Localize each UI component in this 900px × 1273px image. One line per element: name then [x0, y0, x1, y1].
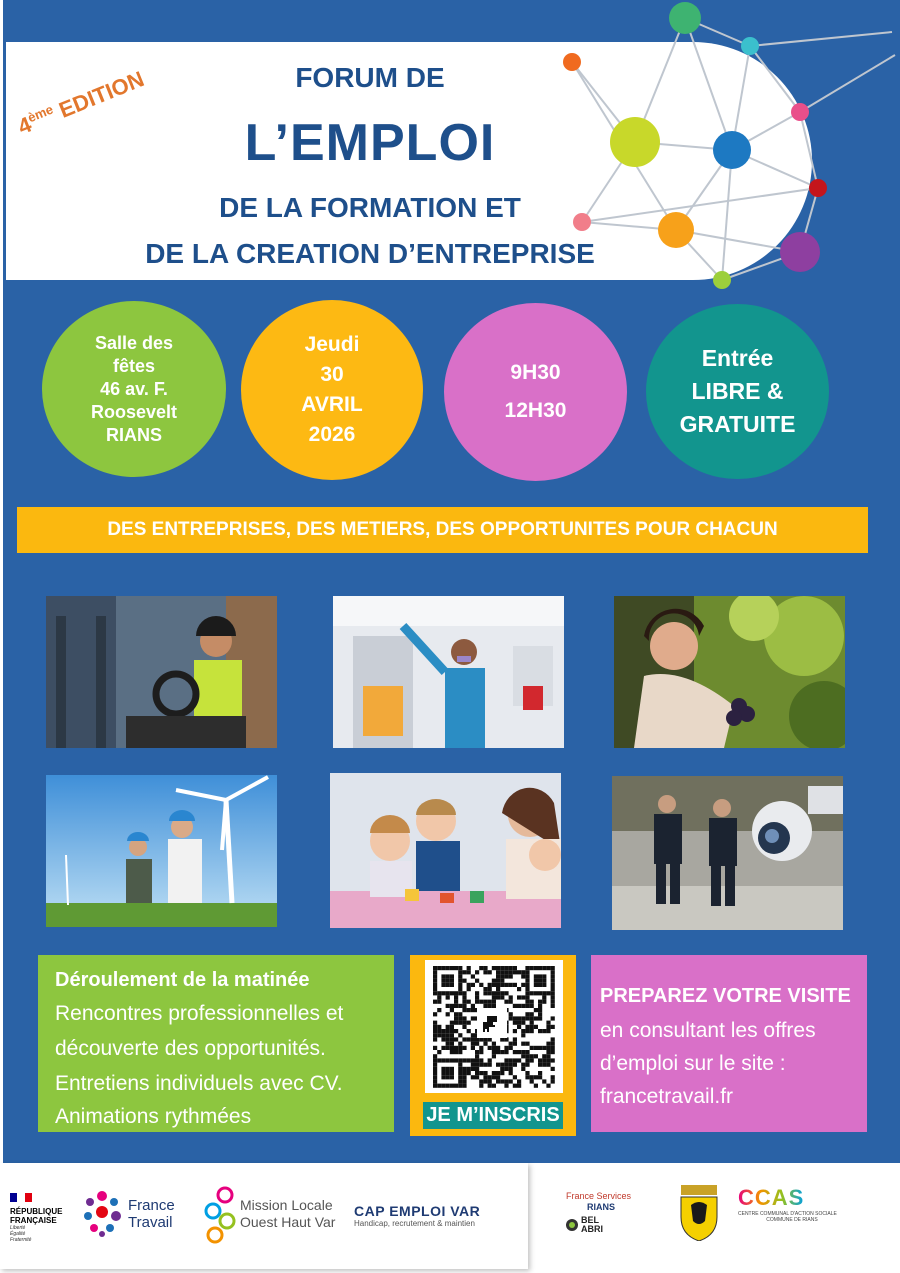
bel-abri-icon [566, 1219, 578, 1231]
partners-footer [0, 1163, 900, 1273]
republique-francaise-logo [10, 1189, 70, 1243]
title-emploi: L’EMPLOI [244, 114, 496, 172]
rf-line: RÉPUBLIQUE [10, 1207, 63, 1216]
location-line: 46 av. F. [100, 378, 168, 399]
ccas-title [738, 1185, 846, 1211]
bel-abri-text: BEL [581, 1215, 599, 1225]
rf-motto: Égalité [10, 1231, 26, 1237]
cap-emploi-logo [354, 1203, 519, 1228]
entry-line: Entrée [701, 345, 774, 371]
wind-turbine-engineers-photo [46, 775, 277, 927]
qr-code[interactable] [425, 960, 563, 1093]
prepare-visit-box [591, 955, 867, 1132]
ccas-sub: COMMUNE DE RIANS [766, 1217, 818, 1223]
title-creation: DE LA CREATION D’ENTREPRISE [145, 238, 595, 269]
time-end: 12H30 [504, 399, 567, 422]
date-line: Jeudi [304, 333, 360, 356]
france-travail-line: France [128, 1197, 175, 1214]
forklift-worker-photo [46, 596, 277, 748]
mission-locale-icon [203, 1185, 239, 1245]
entry-circle [646, 304, 829, 479]
morning-schedule-line: découverte des opportunités. [55, 1037, 326, 1060]
mission-locale-logo [203, 1185, 343, 1247]
morning-schedule-box [38, 955, 394, 1132]
france-services-line: RIANS [586, 1202, 615, 1212]
france-services-logo [566, 1191, 656, 1234]
location-circle [42, 301, 226, 477]
france-services-line: France Services [566, 1191, 632, 1201]
date-line: AVRIL [301, 393, 363, 416]
ccas-letters: CCAS [738, 1185, 805, 1210]
date-line: 30 [320, 363, 344, 386]
website-link[interactable]: francetravail.fr [600, 1085, 734, 1108]
entry-line: GRATUITE [679, 411, 796, 437]
marianne-icon [10, 1193, 32, 1202]
tagline-banner: DES ENTREPRISES, DES METIERS, DES OPPORTUNITES POUR CHACUN [17, 507, 868, 553]
network-graphic [560, 0, 900, 300]
location-line: Roosevelt [90, 401, 178, 422]
morning-schedule-title: Déroulement de la matinée [55, 969, 310, 991]
france-travail-logo [80, 1188, 190, 1238]
edition-badge: 4ème EDITION [14, 66, 148, 140]
childcare-photo [330, 773, 561, 928]
morning-schedule-line: Animations rythmées [55, 1105, 252, 1128]
entry-line: LIBRE & [691, 378, 784, 404]
mission-locale-line: Ouest Haut Var [240, 1214, 336, 1230]
ccas-sub: CENTRE COMMUNAL D'ACTION SOCIALE [738, 1211, 837, 1217]
mission-locale-line: Mission Locale [240, 1197, 333, 1213]
morning-schedule-line: Rencontres professionnelles et [55, 1002, 344, 1025]
prepare-visit-title: PREPAREZ VOTRE VISITE [600, 985, 851, 1007]
signup-button[interactable]: JE M’INSCRIS [423, 1102, 563, 1129]
france-travail-icon [80, 1188, 124, 1238]
cap-emploi-sub: Handicap, recrutement & maintien [354, 1219, 475, 1228]
cap-emploi-title: CAP EMPLOI VAR [354, 1203, 481, 1219]
location-line: Salle des [94, 332, 174, 353]
france-travail-line: Travail [128, 1214, 173, 1231]
time-start: 9H30 [510, 361, 561, 384]
rf-motto: Liberté [10, 1225, 26, 1231]
rf-line: FRANÇAISE [10, 1216, 57, 1225]
rf-motto: Fraternité [10, 1237, 32, 1243]
time-circle [444, 303, 627, 481]
bel-abri-text: ABRI [581, 1224, 603, 1234]
paramedic-ambulance-photo [333, 596, 564, 748]
rians-coat-of-arms-icon [677, 1185, 721, 1246]
prepare-visit-line: en consultant les offres [600, 1019, 816, 1042]
vineyard-harvest-photo [614, 596, 845, 748]
title-formation: DE LA FORMATION ET [219, 192, 521, 223]
police-security-photo [612, 776, 843, 930]
location-line: fêtes [112, 355, 156, 376]
signup-qr-box[interactable] [410, 955, 576, 1136]
date-circle [241, 300, 423, 480]
ccas-logo [738, 1185, 846, 1223]
location-line: RIANS [105, 424, 162, 445]
date-line: 2026 [308, 423, 356, 446]
prepare-visit-line: d’emploi sur le site : [600, 1052, 786, 1075]
morning-schedule-line: Entretiens individuels avec CV. [55, 1072, 343, 1095]
title-forum-de: FORUM DE [295, 62, 445, 93]
